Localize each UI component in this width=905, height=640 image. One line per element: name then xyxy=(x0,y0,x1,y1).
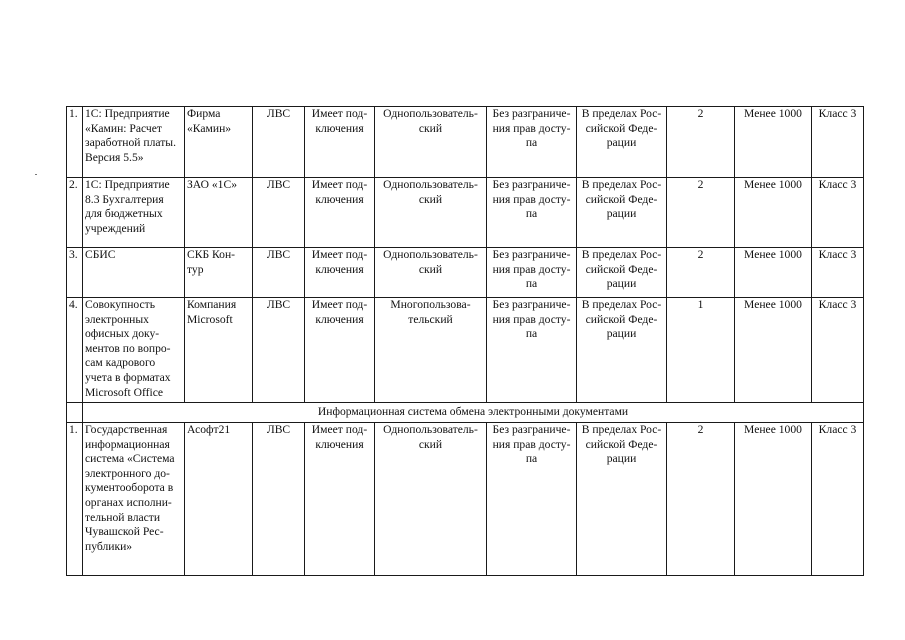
information-systems-table xyxy=(66,106,864,576)
cell-line: Однопользователь- xyxy=(383,107,478,120)
table-row xyxy=(67,107,864,178)
cell-line: Однопользователь- xyxy=(383,178,478,191)
cell-line: Microsoft Office xyxy=(85,385,164,399)
cell-line: 1С: Предприятие xyxy=(85,178,170,191)
data-volume: Менее 1000 xyxy=(735,178,812,248)
cell-line: Имеет под- xyxy=(311,298,368,311)
cell-line: ский xyxy=(418,192,443,206)
cell-line: органах исполни- xyxy=(85,495,172,509)
cell-line: ский xyxy=(418,262,443,276)
cell-line: Имеет под- xyxy=(311,178,368,191)
developer xyxy=(185,248,253,298)
cell-line: публики» xyxy=(85,539,133,553)
cell-line: тур xyxy=(187,262,204,276)
security-class: Класс 3 xyxy=(812,298,864,403)
cell-line: сийской Феде- xyxy=(585,312,658,326)
cell-line: рации xyxy=(606,452,637,466)
table-row xyxy=(67,423,864,576)
cell-line: Чувашской Рес- xyxy=(85,525,164,539)
cell-line: ключения xyxy=(315,192,364,206)
user-mode xyxy=(375,107,487,178)
row-number: 1. xyxy=(67,107,83,178)
cell-line: ния прав досту- xyxy=(492,121,571,135)
cell-line: ния прав досту- xyxy=(492,437,571,451)
cell-line: Многопользова- xyxy=(390,298,471,311)
location xyxy=(577,423,667,576)
cell-line: па xyxy=(525,136,538,150)
cell-line: тельский xyxy=(408,312,453,326)
cell-line: ЗАО «1С» xyxy=(187,178,237,191)
cell-line: Без разграниче- xyxy=(492,298,571,311)
cell-line: СБИС xyxy=(85,248,116,261)
category: 2 xyxy=(667,423,735,576)
cell-line: Однопользователь- xyxy=(383,248,478,261)
section-number-cell xyxy=(67,403,83,423)
row-number: 2. xyxy=(67,178,83,248)
cell-line: Без разграниче- xyxy=(492,178,571,191)
cell-line: сам кадрового xyxy=(85,356,156,370)
network-type: ЛВС xyxy=(253,248,305,298)
cell-line: ния прав досту- xyxy=(492,192,571,206)
cell-line: СКБ Кон- xyxy=(187,248,236,261)
connections xyxy=(305,423,375,576)
category: 2 xyxy=(667,178,735,248)
cell-line: 1С: Предприятие xyxy=(85,107,170,120)
network-type: ЛВС xyxy=(253,298,305,403)
developer xyxy=(185,178,253,248)
data-volume: Менее 1000 xyxy=(735,298,812,403)
access-rights xyxy=(487,298,577,403)
cell-line: В пределах Рос- xyxy=(581,298,662,311)
cell-line: рации xyxy=(606,207,637,221)
user-mode xyxy=(375,423,487,576)
cell-line: «Камин» xyxy=(187,121,232,135)
cell-line: ния прав досту- xyxy=(492,262,571,276)
scan-speck xyxy=(35,174,37,175)
location xyxy=(577,248,667,298)
category: 2 xyxy=(667,248,735,298)
cell-line: учета в форматах xyxy=(85,370,171,384)
cell-line: учреждений xyxy=(85,221,146,235)
cell-line: сийской Феде- xyxy=(585,192,658,206)
cell-line: электронного до- xyxy=(85,466,170,480)
developer xyxy=(185,298,253,403)
cell-line: Совокупность xyxy=(85,298,155,311)
network-type: ЛВС xyxy=(253,107,305,178)
developer xyxy=(185,423,253,576)
developer xyxy=(185,107,253,178)
user-mode xyxy=(375,298,487,403)
section-row xyxy=(67,403,864,423)
cell-line: ключения xyxy=(315,121,364,135)
user-mode xyxy=(375,248,487,298)
cell-line: 8.3 Бухгалтерия xyxy=(85,192,164,206)
security-class: Класс 3 xyxy=(812,423,864,576)
cell-line: па xyxy=(525,327,538,341)
cell-line: для бюджетных xyxy=(85,207,163,221)
cell-line: Microsoft xyxy=(187,312,233,326)
cell-line: система «Система xyxy=(85,452,175,466)
cell-line: В пределах Рос- xyxy=(581,423,662,436)
connections xyxy=(305,107,375,178)
cell-line: ский xyxy=(418,437,443,451)
row-number: 4. xyxy=(67,298,83,403)
cell-line: Без разграниче- xyxy=(492,248,571,261)
cell-line: Имеет под- xyxy=(311,248,368,261)
cell-line: Имеет под- xyxy=(311,107,368,120)
data-volume: Менее 1000 xyxy=(735,423,812,576)
cell-line: сийской Феде- xyxy=(585,437,658,451)
category: 2 xyxy=(667,107,735,178)
cell-line: сийской Феде- xyxy=(585,262,658,276)
category: 1 xyxy=(667,298,735,403)
security-class: Класс 3 xyxy=(812,248,864,298)
row-number: 1. xyxy=(67,423,83,576)
table-row xyxy=(67,298,864,403)
cell-line: «Камин: Расчет xyxy=(85,121,162,135)
network-type: ЛВС xyxy=(253,178,305,248)
cell-line: ключения xyxy=(315,312,364,326)
connections xyxy=(305,298,375,403)
cell-line: тельной власти xyxy=(85,510,161,524)
connections xyxy=(305,178,375,248)
cell-line: В пределах Рос- xyxy=(581,107,662,120)
cell-line: ния прав досту- xyxy=(492,312,571,326)
cell-line: рации xyxy=(606,277,637,291)
table-row xyxy=(67,178,864,248)
system-name xyxy=(83,107,185,178)
system-name xyxy=(83,178,185,248)
cell-line: информационная xyxy=(85,437,170,451)
cell-line: Однопользователь- xyxy=(383,423,478,436)
cell-line: заработной платы. xyxy=(85,136,176,150)
table-row xyxy=(67,248,864,298)
access-rights xyxy=(487,107,577,178)
cell-line: Без разграниче- xyxy=(492,423,571,436)
cell-line: Фирма xyxy=(187,107,221,120)
table-body xyxy=(67,107,864,576)
document-page xyxy=(66,106,864,576)
cell-line: Версия 5.5» xyxy=(85,150,144,164)
access-rights xyxy=(487,178,577,248)
cell-line: па xyxy=(525,277,538,291)
location xyxy=(577,107,667,178)
data-volume: Менее 1000 xyxy=(735,107,812,178)
connections xyxy=(305,248,375,298)
cell-line: Имеет под- xyxy=(311,423,368,436)
cell-line: рации xyxy=(606,327,637,341)
cell-line: В пределах Рос- xyxy=(581,178,662,191)
row-number: 3. xyxy=(67,248,83,298)
user-mode xyxy=(375,178,487,248)
cell-line: электронных xyxy=(85,312,149,326)
cell-line: па xyxy=(525,452,538,466)
security-class: Класс 3 xyxy=(812,178,864,248)
cell-line: ключения xyxy=(315,262,364,276)
data-volume: Менее 1000 xyxy=(735,248,812,298)
cell-line: Компания xyxy=(187,298,237,311)
cell-line: Асофт21 xyxy=(187,423,231,436)
security-class: Класс 3 xyxy=(812,107,864,178)
location xyxy=(577,178,667,248)
system-name xyxy=(83,248,185,298)
cell-line: Без разграниче- xyxy=(492,107,571,120)
system-name xyxy=(83,298,185,403)
cell-line: сийской Феде- xyxy=(585,121,658,135)
cell-line: Государственная xyxy=(85,423,168,436)
cell-line: рации xyxy=(606,136,637,150)
location xyxy=(577,298,667,403)
cell-line: ключения xyxy=(315,437,364,451)
system-name xyxy=(83,423,185,576)
cell-line: ментов по вопро- xyxy=(85,341,171,355)
cell-line: офисных доку- xyxy=(85,327,160,341)
access-rights xyxy=(487,248,577,298)
section-heading: Информационная система обмена электронными документами xyxy=(83,403,864,423)
network-type: ЛВС xyxy=(253,423,305,576)
cell-line: па xyxy=(525,207,538,221)
access-rights xyxy=(487,423,577,576)
cell-line: кументооборота в xyxy=(85,481,174,495)
cell-line: ский xyxy=(418,121,443,135)
cell-line: В пределах Рос- xyxy=(581,248,662,261)
